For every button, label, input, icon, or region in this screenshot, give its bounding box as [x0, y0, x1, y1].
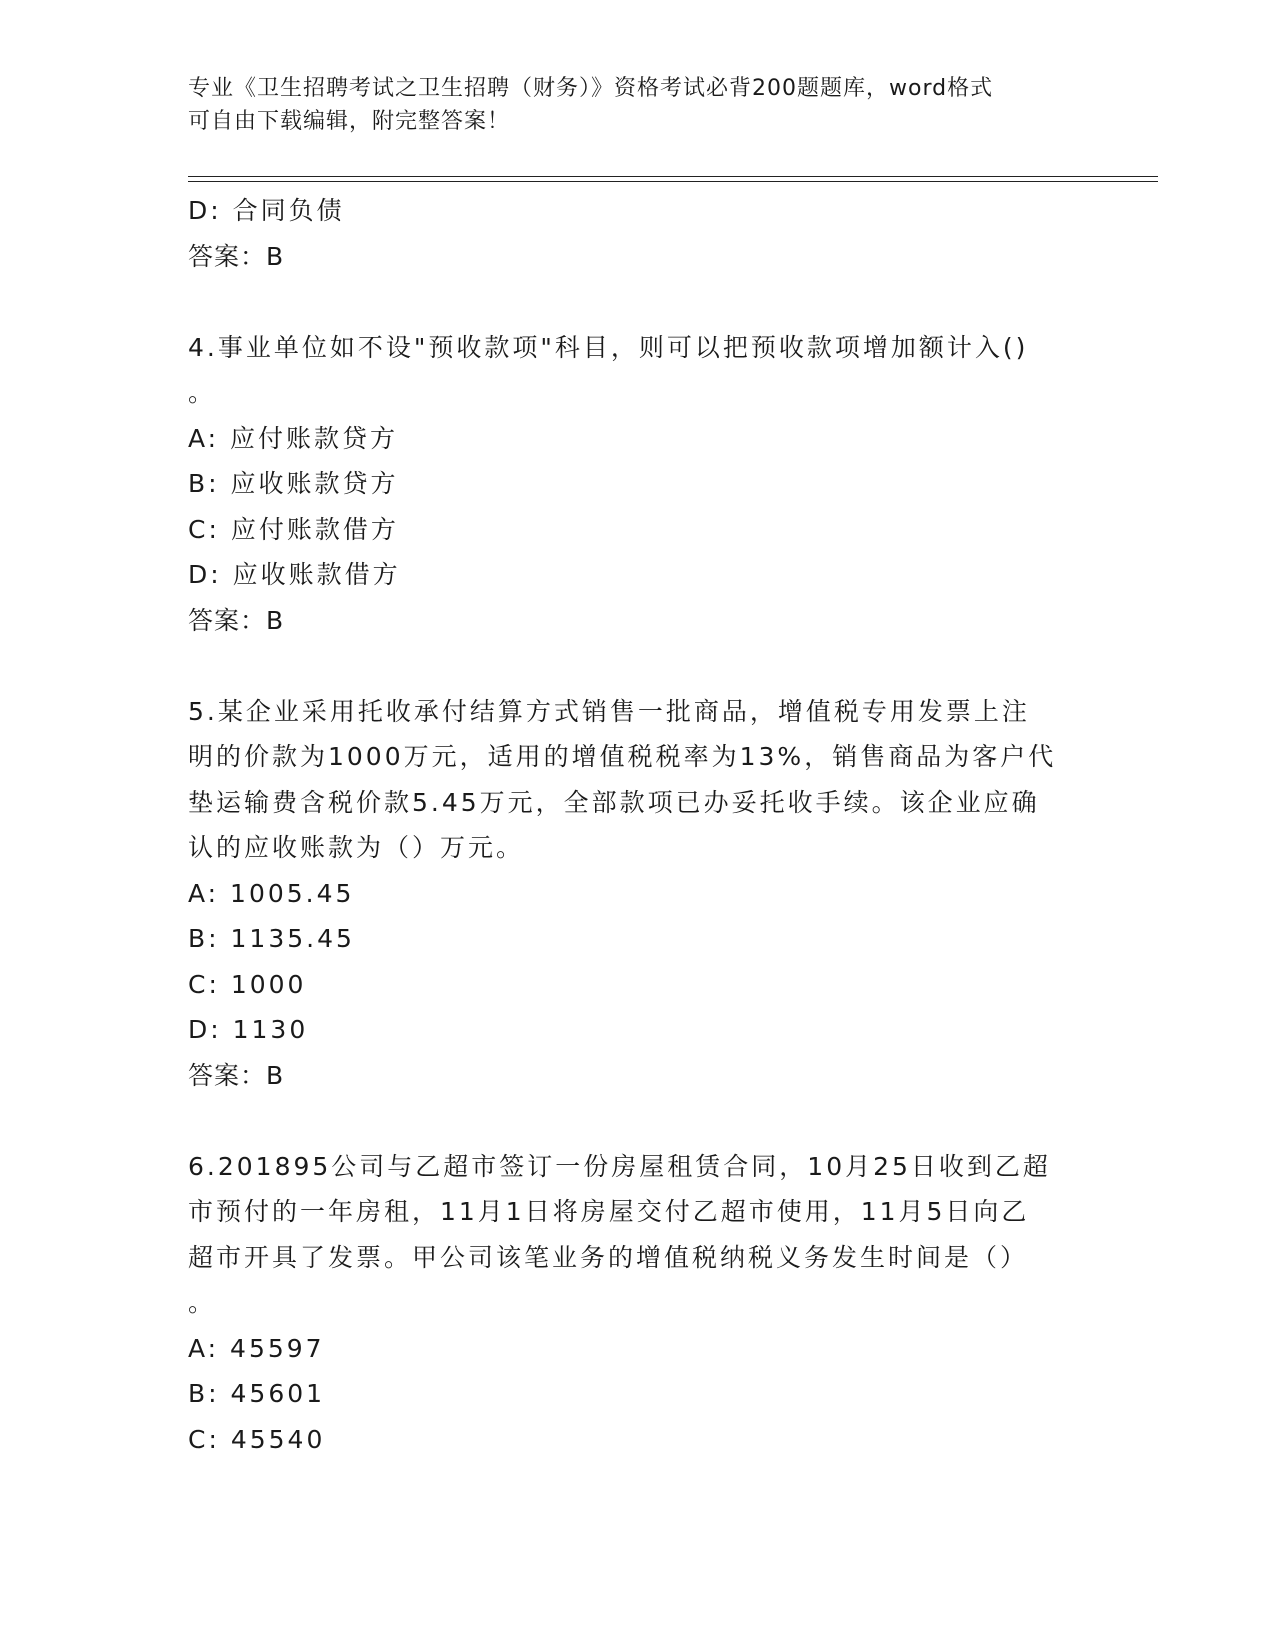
q5-stem-line-3: 垫运输费含税价款5.45万元，全部款项已办妥托收手续。该企业应确 — [188, 787, 1040, 817]
q5-option-b: B: 1135.45 — [188, 924, 355, 953]
q6-stem-line-3: 超市开具了发票。甲公司该笔业务的增值税纳税义务发生时间是（） — [188, 1242, 1029, 1272]
q6-option-a: A: 45597 — [188, 1333, 325, 1363]
q4-option-a: A: 应付账款贷方 — [188, 423, 399, 453]
q6-stem-line-4: 。 — [188, 1288, 217, 1317]
q5-option-a: A: 1005.45 — [188, 878, 355, 908]
q4-option-d: D: 应收账款借方 — [188, 560, 401, 589]
q4-answer: 答案：B — [188, 605, 285, 635]
q3-option-d: D: 合同负债 — [188, 196, 345, 225]
q4-option-c: C: 应付账款借方 — [188, 514, 399, 544]
q5-stem-line-4: 认的应收账款为（）万元。 — [188, 833, 525, 862]
q5-stem-line-1: 5.某企业采用托收承付结算方式销售一批商品，增值税专用发票上注 — [188, 696, 1030, 726]
q6-stem-line-1: 6.201895公司与乙超市签订一份房屋租赁合同，10月25日收到乙超 — [188, 1151, 1051, 1181]
q5-option-d: D: 1130 — [188, 1015, 309, 1044]
header-title-line-1: 专业《卫生招聘考试之卫生招聘（财务）》资格考试必背200题题库，word格式 — [188, 76, 994, 101]
header-rule-top — [188, 176, 1158, 177]
document-header — [188, 72, 1068, 138]
q3-answer: 答案：B — [188, 241, 285, 271]
header-rule-bottom — [188, 181, 1158, 182]
q6-stem-line-2: 市预付的一年房租，11月1日将房屋交付乙超市使用，11月5日向乙 — [188, 1197, 1030, 1226]
question-list — [188, 188, 1088, 1462]
q4-option-b: B: 应收账款贷方 — [188, 469, 399, 498]
q4-stem-line-2: 。 — [188, 378, 217, 407]
q5-stem-line-2: 明的价款为1000万元，适用的增值税税率为13%，销售商品为客户代 — [188, 742, 1057, 771]
q6-option-c: C: 45540 — [188, 1424, 326, 1454]
q5-option-c: C: 1000 — [188, 969, 307, 999]
q4-stem-line-1: 4.事业单位如不设"预收款项"科目，则可以把预收款项增加额计入() — [188, 332, 1029, 362]
header-title-line-2: 可自由下载编辑，附完整答案！ — [188, 109, 511, 134]
q6-option-b: B: 45601 — [188, 1379, 326, 1408]
q5-answer: 答案：B — [188, 1060, 285, 1090]
